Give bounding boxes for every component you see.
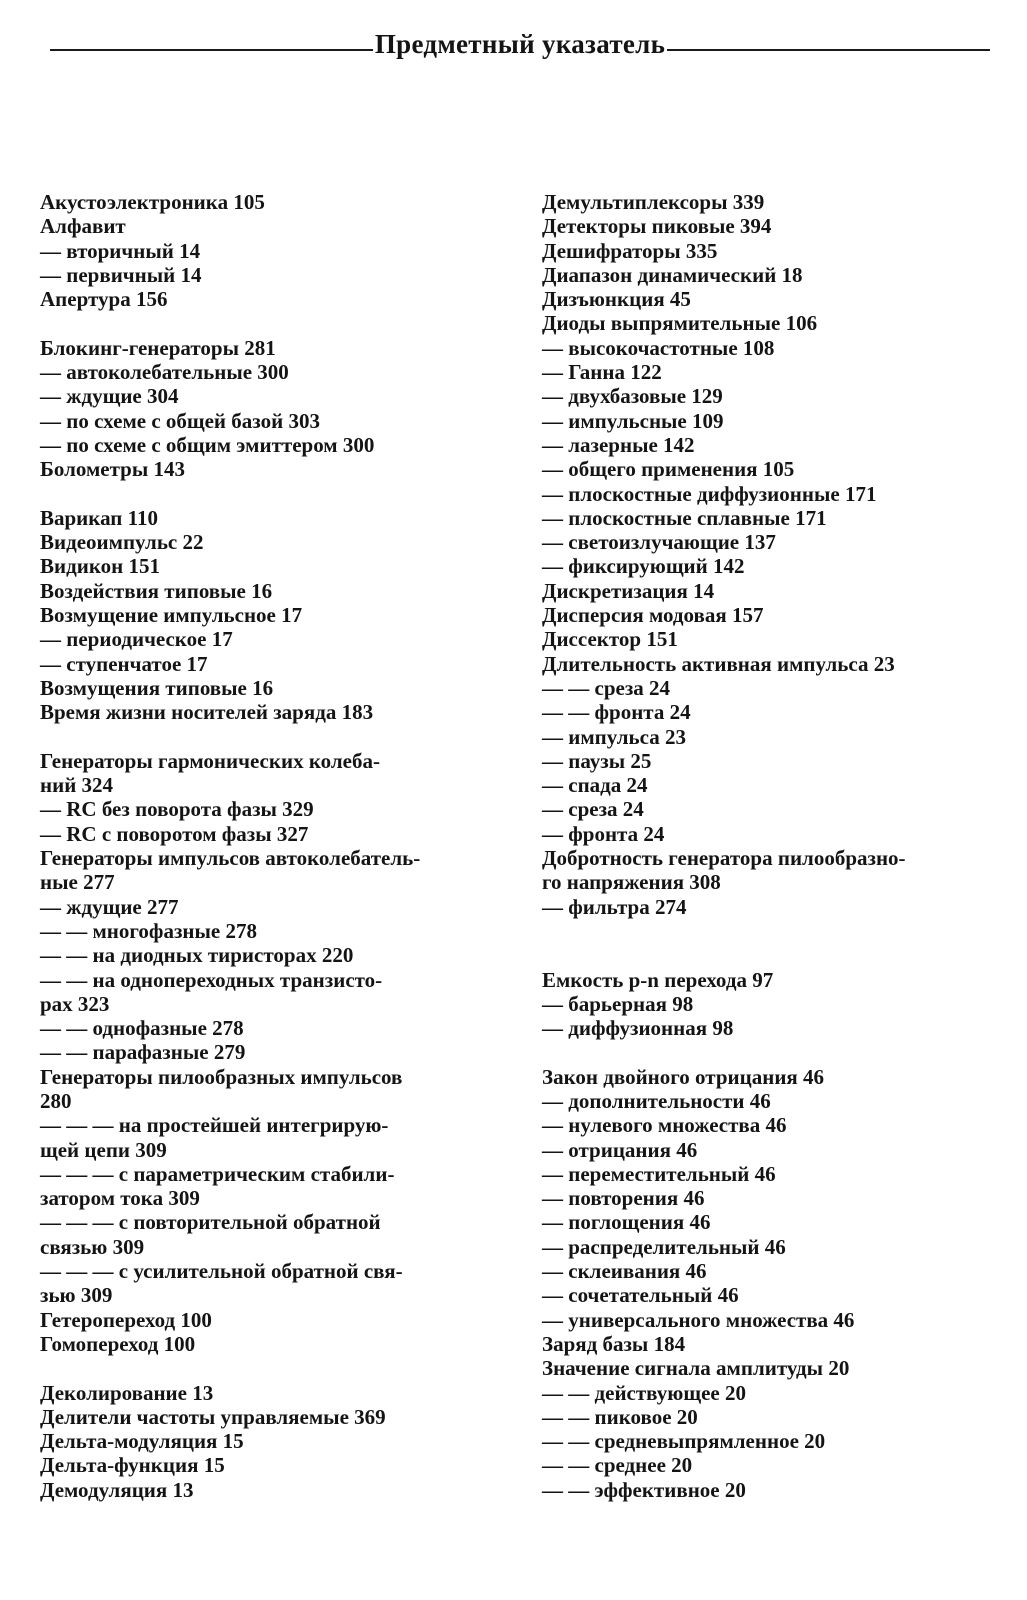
- index-entry: — — средневыпрямленное 20: [542, 1429, 826, 1454]
- index-entry: — автоколебательные 300: [40, 360, 289, 385]
- index-entry: — по схеме с общей базой 303: [40, 408, 320, 433]
- index-entry: ные 277: [40, 870, 115, 895]
- section-gap: [40, 1356, 480, 1380]
- index-entry: Время жизни носителей заряда 183: [40, 700, 374, 725]
- index-entry: — — — с усилительной обратной свя-: [40, 1259, 403, 1284]
- index-entry: — импульса 23: [542, 724, 686, 749]
- header-rule-left: [50, 49, 373, 51]
- index-entry: Генераторы пилообразных импульсов: [40, 1064, 403, 1089]
- index-entry: Заряд базы 184: [542, 1331, 686, 1356]
- index-entry: Возмущение импульсное 17: [40, 603, 303, 628]
- index-entry: Дельта-функция 15: [40, 1453, 225, 1478]
- index-entry: — Ганна 122: [542, 360, 662, 385]
- index-entry: — фильтра 274: [542, 894, 687, 919]
- index-entry: — — действующее 20: [542, 1380, 746, 1405]
- index-entry: Дисперсия модовая 157: [542, 603, 764, 628]
- index-entry: — спада 24: [542, 773, 648, 798]
- index-entry: Генераторы импульсов автоколебатель-: [40, 846, 421, 871]
- index-entry: Емкость p-n перехода 97: [542, 967, 774, 992]
- index-entry: Болометры 143: [40, 457, 186, 482]
- index-entry: Апертура 156: [40, 287, 168, 312]
- index-entry: Дискретизация 14: [542, 578, 715, 603]
- index-entry: Варикап 110: [40, 505, 158, 530]
- section-gap: [542, 1040, 982, 1064]
- index-entry: — RC без поворота фазы 329: [40, 797, 314, 822]
- section-gap: [542, 919, 982, 968]
- index-entry: Воздействия типовые 16: [40, 578, 273, 603]
- index-entry: Блокинг-генераторы 281: [40, 335, 276, 360]
- index-entry: — ждущие 277: [40, 894, 179, 919]
- index-entry: — — пиковое 20: [542, 1404, 698, 1429]
- index-entry: Закон двойного отрицания 46: [542, 1064, 825, 1089]
- index-entry: — периодическое 17: [40, 627, 233, 652]
- section-gap: [40, 725, 480, 749]
- index-entry: Демодуляция 13: [40, 1477, 194, 1502]
- index-entry: го напряжения 308: [542, 870, 721, 895]
- index-entry: — ждущие 304: [40, 384, 179, 409]
- index-entry: — плоскостные сплавные 171: [542, 505, 827, 530]
- index-entry: — фронта 24: [542, 821, 665, 846]
- index-column-right: [542, 190, 982, 1502]
- index-entry: Возмущения типовые 16: [40, 675, 274, 700]
- page-title: Предметный указатель: [374, 28, 666, 59]
- index-entry: Видеоимпульс 22: [40, 530, 204, 555]
- index-entry: — дополнительности 46: [542, 1088, 771, 1113]
- index-entry: — диффузионная 98: [542, 1016, 734, 1041]
- index-entry: — — среднее 20: [542, 1453, 693, 1478]
- index-entry: — RC с поворотом фазы 327: [40, 821, 309, 846]
- index-entry: — импульсные 109: [542, 408, 724, 433]
- index-entry: — ступенчатое 17: [40, 651, 208, 676]
- index-entry: Дельта-модуляция 15: [40, 1429, 244, 1454]
- index-entry: Видикон 151: [40, 554, 161, 579]
- header-rule-right: [667, 49, 990, 51]
- index-entry: — среза 24: [542, 797, 644, 822]
- index-entry: Значение сигнала амплитуды 20: [542, 1356, 850, 1381]
- index-entry: зью 309: [40, 1283, 113, 1308]
- index-column-left: [40, 190, 480, 1502]
- index-entry: Диапазон динамический 18: [542, 262, 803, 287]
- index-entry: — сочетательный 46: [542, 1283, 739, 1308]
- index-entry: Дизъюнкция 45: [542, 287, 691, 312]
- index-entry: — — — на простейшей интегрирую-: [40, 1113, 389, 1138]
- index-entry: Акустоэлектроника 105: [40, 190, 265, 214]
- index-entry: — отрицания 46: [542, 1137, 698, 1162]
- page-header: [50, 22, 990, 66]
- index-entry: — светоизлучающие 137: [542, 530, 776, 555]
- index-entry: — поглощения 46: [542, 1210, 711, 1235]
- index-entry: Деколирование 13: [40, 1380, 214, 1405]
- index-entry: — — фронта 24: [542, 700, 691, 725]
- index-entry: затором тока 309: [40, 1186, 200, 1211]
- index-entry: — — парафазные 279: [40, 1040, 246, 1065]
- index-entry: Диоды выпрямительные 106: [542, 311, 818, 336]
- index-entry: Алфавит: [40, 214, 126, 239]
- section-gap: [40, 482, 480, 506]
- index-entry: связью 309: [40, 1234, 145, 1259]
- index-entry: — фиксирующий 142: [542, 554, 745, 579]
- index-entry: — — на диодных тиристорах 220: [40, 943, 354, 968]
- index-entry: — — на однопереходных транзисто-: [40, 967, 383, 992]
- index-entry: — лазерные 142: [542, 432, 695, 457]
- index-entry: Диссектор 151: [542, 627, 678, 652]
- index-entry: — барьерная 98: [542, 991, 694, 1016]
- section-gap: [40, 311, 480, 335]
- index-entry: — переместительный 46: [542, 1161, 776, 1186]
- index-entry: ний 324: [40, 773, 114, 798]
- index-entry: — универсального множества 46: [542, 1307, 855, 1332]
- index-entry: Гетеропереход 100: [40, 1307, 212, 1332]
- index-entry: — — — с повторительной обратной: [40, 1210, 381, 1235]
- index-entry: — вторичный 14: [40, 238, 201, 263]
- index-entry: Генераторы гармонических колеба-: [40, 748, 380, 773]
- index-entry: — распределительный 46: [542, 1234, 786, 1259]
- index-entry: Дешифраторы 335: [542, 238, 718, 263]
- index-entry: рах 323: [40, 991, 110, 1016]
- index-entry: — паузы 25: [542, 748, 652, 773]
- index-entry: — двухбазовые 129: [542, 384, 723, 409]
- index-entry: — — среза 24: [542, 675, 671, 700]
- index-entry: Демультиплексоры 339: [542, 190, 765, 214]
- index-entry: Гомопереход 100: [40, 1331, 196, 1356]
- index-entry: — по схеме с общим эмиттером 300: [40, 432, 375, 457]
- index-entry: Добротность генератора пилообразно-: [542, 846, 906, 871]
- index-entry: Длительность активная импульса 23: [542, 651, 895, 676]
- index-entry: — — однофазные 278: [40, 1016, 244, 1041]
- index-entry: — плоскостные диффузионные 171: [542, 481, 877, 506]
- index-entry: — повторения 46: [542, 1186, 705, 1211]
- index-entry: Делители частоты управляемые 369: [40, 1404, 386, 1429]
- index-entry: — — многофазные 278: [40, 918, 257, 943]
- index-entry: — — — с параметрическим стабили-: [40, 1161, 395, 1186]
- index-entry: Детекторы пиковые 394: [542, 214, 772, 239]
- index-entry: — высокочастотные 108: [542, 335, 775, 360]
- index-entry: 280: [40, 1088, 72, 1113]
- index-entry: — склеивания 46: [542, 1259, 707, 1284]
- index-entry: — — эффективное 20: [542, 1477, 746, 1502]
- index-entry: — нулевого множества 46: [542, 1113, 787, 1138]
- index-entry: — общего применения 105: [542, 457, 795, 482]
- index-entry: щей цепи 309: [40, 1137, 167, 1162]
- index-entry: — первичный 14: [40, 262, 202, 287]
